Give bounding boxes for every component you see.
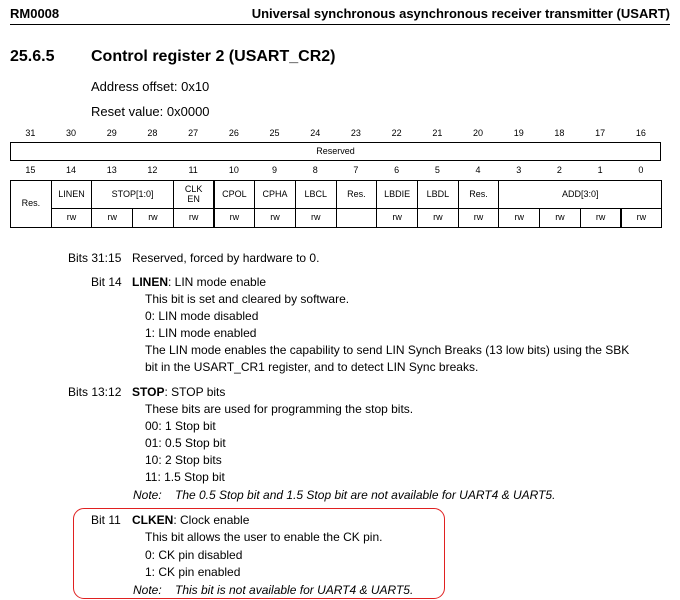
access-cell: rw [621,208,663,228]
bit-number: 13 [106,165,117,175]
stop-title-line [132,385,225,399]
doc-id: RM0008 [10,6,60,21]
linen-line: bit in the USART_CR1 register, and to detect LIN Sync breaks. [145,360,479,374]
linen-title: : LIN mode enable [168,275,267,289]
clken-name: CLKEN [132,513,174,527]
access-cell: rw [295,208,337,228]
stop-line: 00: 1 Stop bit [145,419,216,433]
register-field: Res. [336,180,378,209]
bit-number: 20 [473,128,484,138]
section-title: Control register 2 (USART_CR2) [91,48,336,65]
bit-number: 8 [312,165,318,175]
bit-number: 11 [188,165,198,175]
register-field: ADD[3:0] [498,180,662,209]
access-cell: rw [214,208,256,228]
stop-name: STOP [132,385,165,399]
bit-number: 24 [310,128,321,138]
register-field: LBDL [417,180,459,209]
bit-number: 30 [66,128,77,138]
bit-number: 1 [597,165,603,175]
register-field: CPHA [254,180,296,209]
bit-number: 22 [391,128,402,138]
bit-number: 12 [147,165,158,175]
linen-line: This bit is set and cleared by software. [145,292,350,306]
clken-note: This bit is not available for UART4 & UART5. [175,583,414,597]
bit-number: 10 [228,165,239,175]
reserved-field-upper: Reserved [10,142,661,161]
register-field: Res. [458,180,500,209]
clken-line: 1: CK pin enabled [145,565,241,579]
bit-number: 2 [556,165,562,175]
bit-number: 18 [554,128,565,138]
register-field: LINEN [51,180,93,209]
bit-number: 25 [269,128,280,138]
access-cell: rw [254,208,296,228]
header-rule [10,24,670,25]
bit-number: 31 [25,128,36,138]
access-cell [336,208,378,228]
stop-title: : STOP bits [164,385,226,399]
register-field: CPOL [214,180,256,209]
linen-line: 0: LIN mode disabled [145,309,259,323]
highlight-box [73,508,445,599]
register-field: LBCL [295,180,337,209]
bit-number: 19 [513,128,524,138]
stop-line: 10: 2 Stop bits [145,453,222,467]
bit-number: 29 [106,128,117,138]
clken-title: : Clock enable [173,513,250,527]
stop-line: These bits are used for programming the stop bits. [145,402,414,416]
bit-number: 9 [272,165,278,175]
stop-label: Bits 13:12 [68,385,122,399]
clken-line: 0: CK pin disabled [145,548,243,562]
access-cell: rw [51,208,93,228]
access-cell: rw [498,208,540,228]
linen-name: LINEN [132,275,168,289]
register-field: CLK EN [173,180,215,209]
bit-number: 16 [635,128,646,138]
stop-line: 01: 0.5 Stop bit [145,436,226,450]
register-field: Res. [10,180,52,228]
bit-number: 15 [25,165,36,175]
register-field: LBDIE [376,180,418,209]
bit-number: 28 [147,128,158,138]
access-cell: rw [173,208,215,228]
section-number: 25.6.5 [10,48,55,65]
bit-number: 21 [432,128,443,138]
clken-label: Bit 11 [91,513,121,527]
reserved-desc-text: Reserved, forced by hardware to 0. [132,251,320,265]
access-cell: rw [458,208,500,228]
clken-note-label: Note: [133,583,162,597]
clken-line: This bit allows the user to enable the CK pin. [145,530,383,544]
bit-number: 14 [66,165,77,175]
bit-number: 4 [475,165,481,175]
chapter-title: Universal synchronous asynchronous receiver transmitter (USART) [251,6,670,21]
reserved-desc-label: Bits 31:15 [68,251,122,265]
bit-number: 6 [394,165,400,175]
page-header [10,4,670,26]
stop-note: The 0.5 Stop bit and 1.5 Stop bit are not available for UART4 & UART5. [175,488,556,502]
linen-line: The LIN mode enables the capability to send LIN Synch Breaks (13 low bits) using the SBK [145,343,630,357]
linen-line: 1: LIN mode enabled [145,326,257,340]
table-bottom-rule [10,227,661,228]
bit-number: 0 [638,165,644,175]
register-field: STOP[1:0] [91,180,173,209]
bit-number: 27 [188,128,199,138]
access-cell: rw [91,208,133,228]
access-cell: rw [539,208,581,228]
linen-title-line [132,275,266,289]
bit-number: 7 [353,165,359,175]
bit-number: 23 [350,128,361,138]
access-cell: rw [132,208,174,228]
access-cell: rw [376,208,418,228]
bit-number: 26 [228,128,239,138]
bit-number: 3 [516,165,522,175]
bit-number: 5 [434,165,440,175]
stop-note-label: Note: [133,488,162,502]
address-offset: Address offset: 0x10 [91,79,210,94]
stop-line: 11: 1.5 Stop bit [145,470,225,484]
linen-label: Bit 14 [91,275,122,289]
access-cell: rw [417,208,459,228]
access-cell: rw [580,208,622,228]
reset-value: Reset value: 0x0000 [91,104,210,119]
bit-number: 17 [595,128,606,138]
